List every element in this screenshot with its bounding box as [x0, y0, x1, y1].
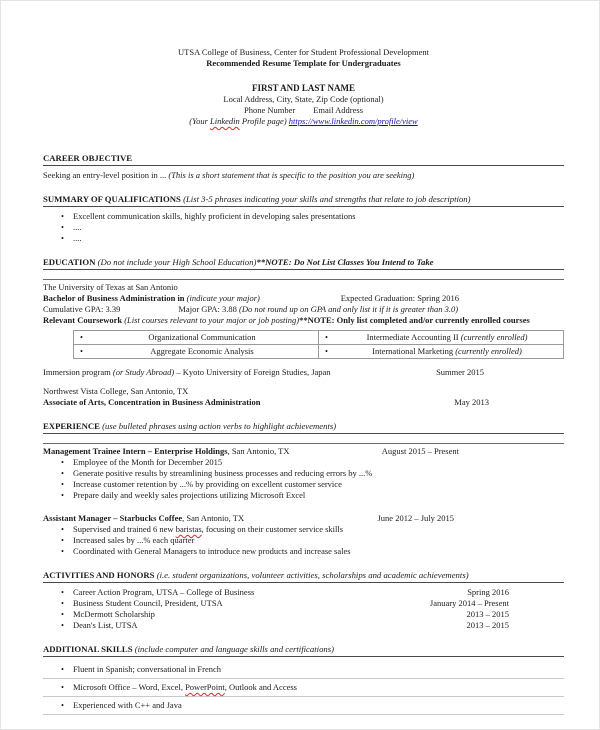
job-title-line: [43, 446, 290, 457]
linkedin-url-link[interactable]: https://www.linkedin.com/profile/view: [288, 116, 418, 126]
job-bullet-text: Prepare daily and weekly sales projections utilizing Microsoft Excel: [73, 490, 306, 500]
education-college2-row: [43, 397, 564, 408]
job-bullet-row: [43, 546, 564, 557]
bullet-icon: •: [80, 332, 83, 342]
activity-row: [43, 609, 564, 620]
activity-row: [43, 587, 564, 598]
linkedin-prefix: (Your: [189, 116, 211, 126]
education-heading-row: [43, 257, 564, 270]
bullet-icon: •: [61, 457, 64, 467]
bullet-icon: •: [325, 332, 328, 342]
education-heading: EDUCATION: [43, 257, 96, 267]
immersion-date: Summer 2015: [436, 367, 484, 377]
immersion-text: Immersion program: [43, 367, 113, 377]
coursework-note: (List courses relevant to your major or job posting): [122, 315, 300, 325]
bullet-icon: •: [61, 490, 64, 500]
summary-heading: SUMMARY OF QUALIFICATIONS: [43, 194, 181, 204]
activity-text: Career Action Program, UTSA – College of Business: [73, 587, 255, 597]
immersion-note: (or Study Abroad): [112, 367, 175, 377]
bullet-icon: •: [61, 682, 64, 692]
bullet-icon: •: [325, 346, 328, 356]
education-college2-name: Northwest Vista College, San Antonio, TX: [43, 386, 189, 396]
linkedin-suffix: Profile page): [239, 116, 289, 126]
education-university: The University of Texas at San Antonio: [43, 279, 564, 293]
gpa-major: Major GPA: 3.88: [178, 304, 237, 314]
misspelled-word: baristas: [175, 524, 202, 534]
education-degree-note: (indicate your major): [184, 293, 260, 303]
activity-date: 2013 – 2015: [466, 620, 509, 630]
education-degree: Bachelor of Business Administration in: [43, 293, 185, 303]
skill-text: Experienced with C++ and Java: [73, 700, 182, 710]
contact-address: Local Address, City, State, Zip Code (optional): [223, 94, 384, 104]
career-objective-heading-row: [43, 153, 564, 166]
job-date: June 2012 – July 2015: [377, 513, 454, 523]
career-objective-text-line: [43, 170, 564, 181]
job-bullet-text: [73, 524, 343, 535]
bullet-icon: •: [61, 479, 64, 489]
job-title-row: [43, 443, 564, 457]
course-note: (currently enrolled): [453, 346, 522, 356]
bullet-icon: •: [61, 620, 64, 630]
activities-heading-row: [43, 570, 564, 583]
coursework-row: [74, 345, 564, 359]
coursework-label: Relevant Coursework: [43, 315, 123, 325]
course-title: Intermediate Accounting II: [366, 332, 459, 342]
education-heading-note-bold: **NOTE: Do Not List Classes You Intend to Take: [256, 257, 434, 267]
job-title: Assistant Manager – Starbucks Coffee: [43, 513, 183, 523]
experience-heading-row: [43, 421, 564, 434]
summary-heading-note: (List 3-5 phrases indicating your skills and strengths that relate to job description): [180, 194, 471, 204]
skill-row: [43, 661, 564, 679]
contact-phone: Phone Number: [243, 105, 296, 115]
course-name: [335, 346, 559, 357]
job-bullet-text: Generate positive results by streamlining business processes and reducing errors by ...%: [73, 468, 373, 478]
activity-row: [43, 620, 564, 631]
bullet-icon: •: [61, 524, 64, 534]
job-location: , San Antonio, TX: [182, 513, 245, 523]
bullet-icon: •: [61, 587, 64, 597]
experience-heading-note: (use bulleted phrases using action verbs to highlight achievements): [99, 421, 337, 431]
activity-text: McDermott Scholarship: [73, 609, 155, 619]
job-title-line: [43, 513, 244, 524]
coursework-row: [74, 331, 564, 345]
summary-bullet-text: Excellent communication skills, highly proficient in developing sales presentations: [73, 211, 356, 221]
immersion-rest: – Kyoto University of Foreign Studies, Japan: [174, 367, 331, 377]
job-bullet-text: Employee of the Month for December 2015: [73, 457, 223, 467]
contact-block: [43, 82, 564, 127]
bullet-icon: •: [80, 346, 83, 356]
job-bullet-row: [43, 479, 564, 490]
activities-heading: ACTIVITIES AND HONORS: [43, 570, 155, 580]
college2-degree: Associate of Arts, Concentration in Business Administration: [43, 397, 261, 407]
contact-email: Email Address: [313, 105, 364, 115]
gpa-cumulative: Cumulative GPA: 3.39: [43, 304, 121, 314]
contact-linkedin-line: [43, 116, 564, 127]
education-degree-row: [43, 293, 564, 304]
contact-phone-email-line: [43, 105, 564, 116]
skill-text: Fluent in Spanish; conversational in French: [73, 664, 222, 674]
bullet-text-prefix: Supervised and trained 6 new: [73, 524, 176, 534]
job-bullet-text: Increased sales by ...% each quarter: [73, 535, 195, 545]
summary-bullet-row: [43, 211, 564, 222]
skill-row: [43, 679, 564, 697]
skills-heading-note: (include computer and language skills and certifications): [132, 644, 335, 654]
job-bullet-row: [43, 457, 564, 468]
college2-date: May 2013: [454, 397, 489, 407]
career-objective-text: Seeking an entry-level position in ...: [43, 170, 169, 180]
coursework-note-bold: **NOTE: Only list completed and/or currently enrolled courses: [299, 315, 530, 325]
bullet-icon: •: [61, 609, 64, 619]
summary-heading-row: [43, 194, 564, 207]
skills-heading-row: [43, 644, 564, 657]
activity-text: Dean's List, UTSA: [73, 620, 138, 630]
job-bullet-row: [43, 490, 564, 501]
coursework-table: [73, 330, 564, 359]
job-title-row: [43, 513, 564, 524]
activity-date: Spring 2016: [467, 587, 509, 597]
header-template-title: Recommended Resume Template for Undergraduates: [206, 58, 401, 68]
course-name: Aggregate Economic Analysis: [150, 346, 254, 356]
misspelled-word: PowerPoint: [185, 682, 225, 692]
job-bullet-row: [43, 468, 564, 479]
skill-row: [43, 697, 564, 715]
summary-bullet-text: ....: [73, 222, 82, 232]
bullet-icon: •: [61, 598, 64, 608]
skill-text-prefix: Microsoft Office – Word, Excel,: [73, 682, 186, 692]
bullet-icon: •: [61, 664, 64, 674]
linkedin-word: Linkedin: [210, 116, 240, 126]
bullet-icon: •: [61, 211, 64, 221]
activity-date: January 2014 – Present: [429, 598, 509, 608]
education-gpa-line: [43, 304, 564, 315]
activity-text: Business Student Council, President, UTSA: [73, 598, 223, 608]
bullet-icon: •: [61, 233, 64, 243]
job-title: Management Trainee Intern – Enterprise Holdings: [43, 446, 228, 456]
experience-heading: EXPERIENCE: [43, 421, 100, 431]
contact-name: FIRST AND LAST NAME: [252, 83, 355, 93]
education-heading-note: (Do not include your High School Education): [95, 257, 257, 267]
skill-text: [73, 682, 297, 693]
activity-date: 2013 – 2015: [466, 609, 509, 619]
skills-heading: ADDITIONAL SKILLS: [43, 644, 133, 654]
job-date: August 2015 – Present: [381, 446, 459, 456]
skill-text-suffix: , Outlook and Access: [224, 682, 297, 692]
education-degree-line: [43, 293, 260, 304]
bullet-icon: •: [61, 700, 64, 710]
activity-row: [43, 598, 564, 609]
career-objective-note: (This is a short statement that is specific to the position you are seeking): [168, 170, 415, 180]
header-org-line: UTSA College of Business, Center for Student Professional Development: [178, 47, 429, 57]
bullet-icon: •: [61, 535, 64, 545]
job-location: , San Antonio, TX: [227, 446, 290, 456]
course-name: Organizational Communication: [148, 332, 256, 342]
course-name: [335, 332, 559, 343]
career-objective-heading: CAREER OBJECTIVE: [43, 153, 133, 163]
summary-bullet-text: ....: [73, 233, 82, 243]
summary-bullet-row: [43, 222, 564, 233]
job-bullet-text: Coordinated with General Managers to introduce new products and increase sales: [73, 546, 351, 556]
education-immersion-row: [43, 367, 564, 378]
course-note: (currently enrolled): [458, 332, 528, 342]
gpa-note: (Do not round up on GPA and only list it if it is greater than 3.0): [236, 304, 459, 314]
activities-heading-note: (i.e. student organizations, volunteer activities, scholarships and academic achievements): [154, 570, 469, 580]
course-title: International Marketing: [372, 346, 454, 356]
summary-bullet-row: [43, 233, 564, 244]
bullet-icon: •: [61, 546, 64, 556]
job-bullet-row: [43, 535, 564, 546]
bullet-icon: •: [61, 222, 64, 232]
bullet-text-suffix: , focusing on their customer service skills: [201, 524, 344, 534]
education-coursework-line: [43, 315, 564, 326]
immersion-line: [43, 367, 331, 378]
bullet-icon: •: [61, 468, 64, 478]
education-graduation-date: Expected Graduation: Spring 2016: [340, 293, 459, 303]
job-bullet-text: Increase customer retention by ...% by providing on excellent customer service: [73, 479, 342, 489]
job-bullet-row: [43, 524, 564, 535]
